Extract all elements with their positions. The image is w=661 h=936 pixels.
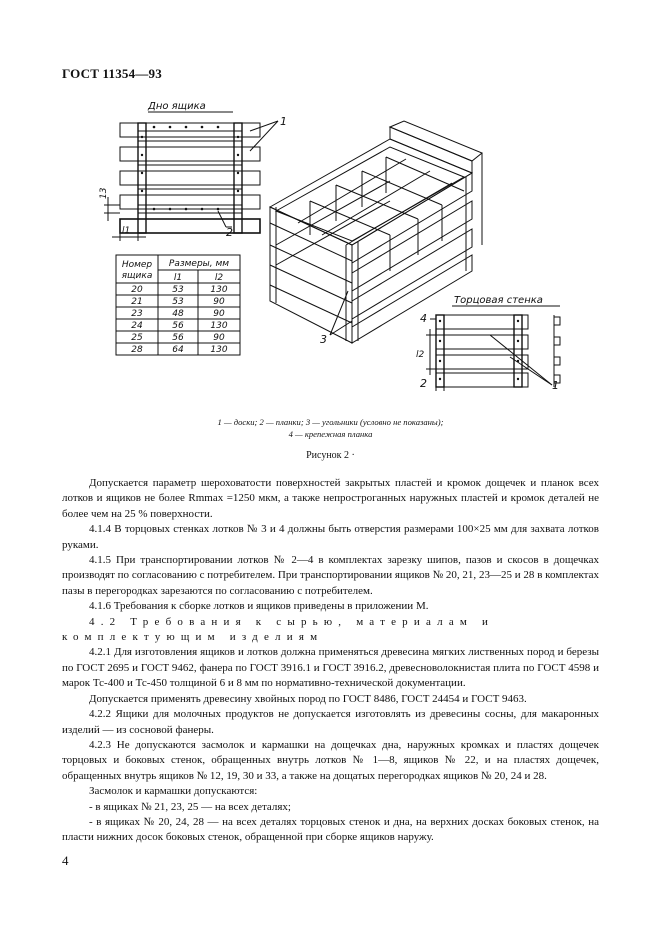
dim-l2: l2: [416, 350, 425, 360]
table-cell: 90: [213, 297, 225, 307]
paragraph: 4.2.2 Ящики для молочных продуктов не допускается изготовлять из древесины сосны, для макаронных изделий — из сосновой фанеры.: [62, 708, 599, 736]
paragraph: 4.1.6 Требования к сборке лотков и ящиков приведены в приложении М.: [89, 600, 429, 613]
table-sub-l1: l1: [173, 273, 183, 283]
table-cell: 90: [213, 309, 225, 319]
dim-l1: l1: [122, 226, 131, 236]
bottom-label: Дно ящика: [148, 101, 206, 112]
paragraph: 4.2.1 Для изготовления ящиков и лотков должна применяться древесина мягких лиственных пород и березы по ГОСТ 2695 и ГОСТ 9462, фанера по ГОСТ 3916.1 и ГОСТ 3916.2, древесноволокнистая плита по ГОСТ 4598 и марок Тс-400 и Тс-450 толщиной 6 и 8 мм по нормативно-технической документации.: [62, 646, 599, 690]
table-cell: 20: [131, 285, 143, 295]
callout-3: 3: [320, 333, 327, 346]
end-wall-label: Торцовая стенка: [454, 295, 543, 306]
table-header-sizes: Размеры, мм: [168, 259, 230, 269]
figure-caption: Рисунок 2 ·: [306, 450, 355, 461]
table-sub-l2: l2: [214, 273, 224, 283]
paragraph: Допускается параметр шероховатости поверхностей закрытых пластей и кромок дощечек и планок всех лотков и ящиков не более Rmmax =1250 мкм, а также непростроганных наружных пластей и кромок деталей не более чем на 25 % поверхности.: [62, 477, 599, 520]
callout-2b: 2: [420, 377, 427, 390]
table-cell: 21: [131, 297, 143, 307]
list-item: - в ящиках № 20, 24, 28 — на всех деталях торцовых стенок и дна, на верхних досках боковых стенок, на пласти нижних досок боковых стенок, обращенной при сборке ящиков наружу.: [62, 815, 599, 844]
table-cell: 53: [172, 297, 184, 307]
list-item: - в ящиках № 21, 23, 25 — на всех деталях;: [89, 800, 291, 813]
table-cell: 25: [131, 333, 143, 343]
figure-2-drawing: [90, 95, 580, 405]
figure-legend: [0, 416, 661, 440]
table-cell: 56: [172, 321, 184, 331]
legend-line-2: 4 — крепежная планка: [288, 429, 373, 439]
table-cell: 23: [131, 309, 143, 319]
body-text: [62, 476, 599, 846]
paragraph: Засмолок и кармашки допускаются:: [89, 785, 258, 798]
document-header: ГОСТ 11354—93: [62, 66, 162, 81]
table-cell: 53: [172, 285, 184, 295]
paragraph: 4.2.3 Не допускаются засмолок и кармашки на дощечках дна, наружных кромках и пластях дощечек торцовых и боковых стенок, обращенных внутрь лотков № 1—8, ящиков № 22, и на пластях дощечек, обращенных внутрь ящиков № 12, 19, 30 и 33, а также на дощатых перегородках ящиков № 20, 24 и 28.: [62, 738, 599, 782]
table-cell: 28: [131, 345, 143, 355]
table-cell: 64: [172, 345, 184, 355]
paragraph: Допускается применять древесину хвойных пород по ГОСТ 8486, ГОСТ 24454 и ГОСТ 9463.: [89, 692, 527, 705]
table-cell: 130: [210, 321, 228, 331]
table-header-num-1: Номер: [121, 260, 153, 270]
paragraph: 4.1.5 При транспортировании лотков № 2—4 в комплектах зарезку шипов, пазов и скосов в дощечках производят по согласованию с потребителем. При транспортировании ящиков № 20, 21, 23—25 и 28 в комплектах пазы в перегородках зарезаются по согласованию с потребителем.: [62, 554, 599, 597]
callout-1b: 1: [552, 379, 559, 392]
page-number: 4: [62, 853, 69, 868]
table-cell: 130: [210, 285, 228, 295]
dim-13: 13: [99, 187, 109, 199]
table-header-num-2: ящика: [121, 271, 153, 281]
legend-line-1: 1 — доски; 2 — планки; 3 — угольники (условно не показаны);: [217, 417, 444, 427]
section-heading: 4.2 Требования к сырью, материалам и комплектующим изделиям: [62, 615, 495, 644]
callout-4: 4: [420, 312, 427, 325]
callout-2: 2: [226, 226, 233, 239]
table-cell: 48: [172, 309, 184, 319]
table-cell: 24: [131, 321, 143, 331]
table-cell: 90: [213, 333, 225, 343]
table-cell: 130: [210, 345, 228, 355]
table-cell: 56: [172, 333, 184, 343]
callout-1: 1: [280, 115, 287, 128]
paragraph: 4.1.4 В торцовых стенках лотков № 3 и 4 должны быть отверстия размерами 100×25 мм для захвата лотков руками.: [62, 523, 599, 551]
